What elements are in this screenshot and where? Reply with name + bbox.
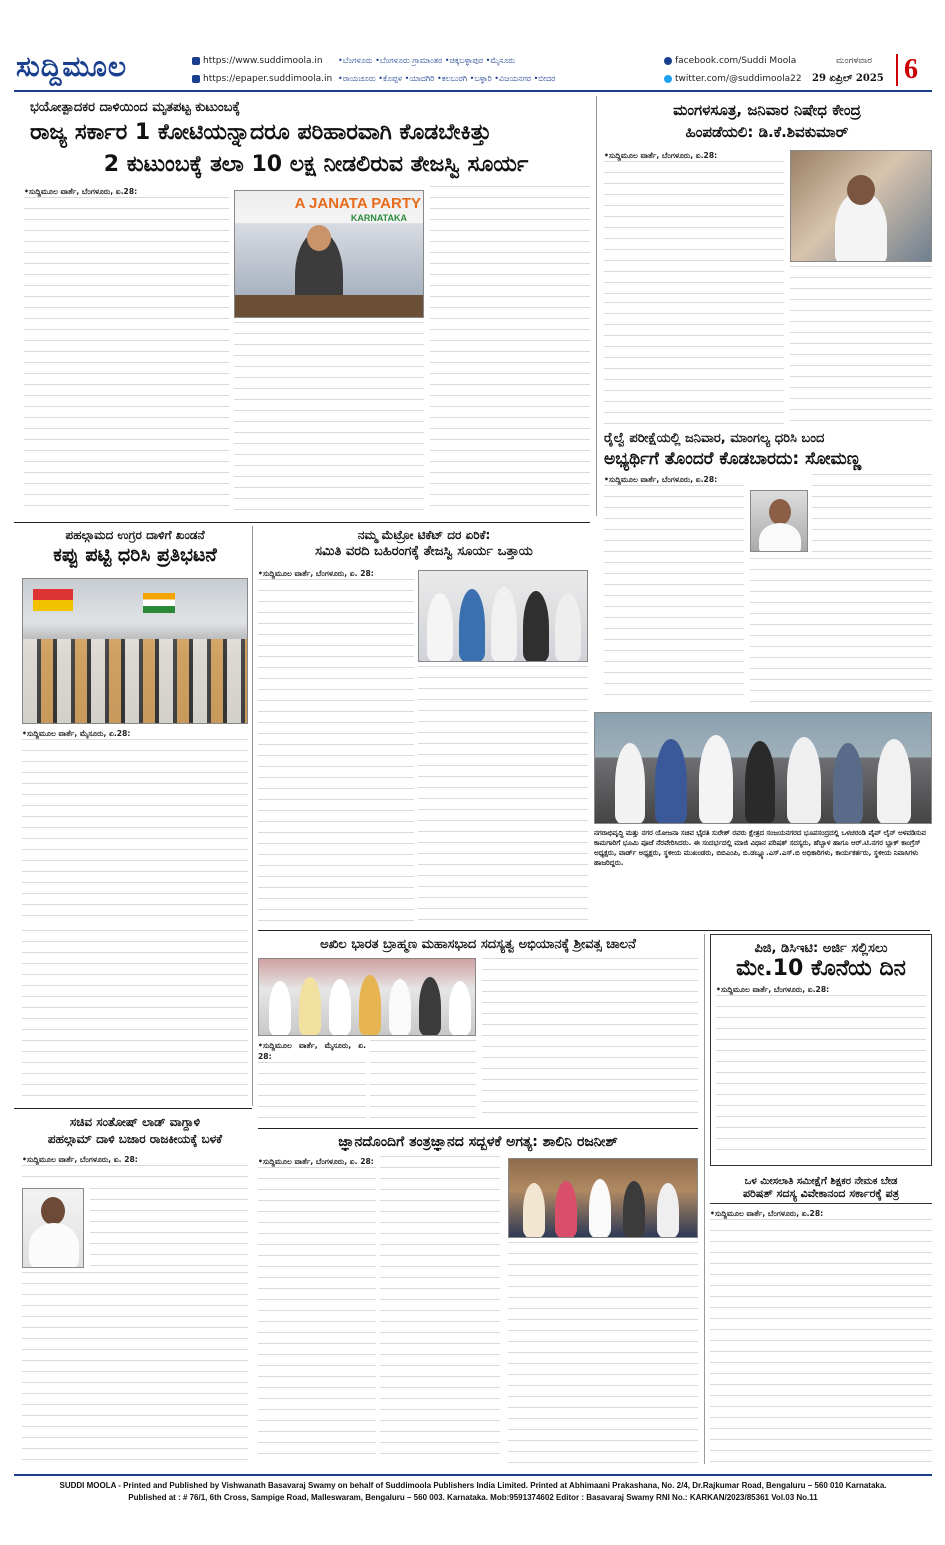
dks-column-1	[604, 150, 784, 300]
text-lines	[258, 579, 414, 923]
brahmana-headline: ಅಖಿಲ ಭಾರತ ಬ್ರಾಹ್ಮಣ ಮಹಾಸಭಾದ ಸದಸ್ಯತ್ವ ಅಭಿಯಾನಕ್ಕೆ ಶ್ರೀವತ್ಸ ಚಾಲನೆ	[320, 937, 636, 952]
teachers-kicker: ಒಳ ಮೀಸಲಾತಿ ಸಮೀಕ್ಷೆಗೆ ಶಿಕ್ಷಕರ ನೇಮಕ ಬೇಡ	[744, 1176, 898, 1187]
flag	[33, 589, 73, 611]
shalini-headline: ಜ್ಞಾನದೊಂದಿಗೆ ತಂತ್ರಜ್ಞಾನದ ಸದ್ಬಳಕೆ ಅಗತ್ಯ: ಶಾಲಿನಿ ರಜನೀಶ್	[338, 1134, 618, 1150]
person-head	[847, 175, 875, 205]
column-divider	[596, 96, 597, 516]
person-figure	[615, 743, 645, 824]
event-photo	[594, 712, 932, 824]
section-divider	[258, 930, 930, 931]
pgcet-subheadline: ಮೇ.10 ಕೊನೆಯ ದಿನ	[736, 956, 906, 981]
pahalgam-kicker: ಪಹಲ್ಗಾಮದ ಉಗ್ರರ ದಾಳಿಗೆ ಖಂಡನೆ	[65, 528, 205, 542]
somanna-column-1	[604, 474, 744, 704]
person-figure	[787, 737, 821, 824]
portrait-head	[769, 499, 791, 525]
person-figure	[419, 977, 441, 1036]
teachers-column	[710, 1208, 932, 1466]
protest-crowd	[23, 639, 248, 724]
pgcet-byline: •ಸುದ್ದಿಮೂಲ ವಾರ್ತೆ, ಬೆಂಗಳೂರು, ಏ.28:	[716, 985, 830, 994]
somanna-subheadline: ಅಭ್ಯರ್ಥಿಗೆ ತೊಂದರೆ ಕೊಡಬಾರದು: ಸೋಮಣ್ಣ	[604, 449, 862, 469]
santosh-byline: •ಸುದ್ದಿಮೂಲ ವಾರ್ತೆ, ಬೆಂಗಳೂರು, ಏ. 28:	[22, 1155, 138, 1164]
lead-photo	[234, 190, 424, 318]
person-figure	[523, 591, 549, 662]
person-figure	[427, 593, 453, 662]
party-banner-subtext: KARNATAKA	[350, 213, 407, 223]
pgcet-headline: ಪಿಜಿ, ಡಿಸಿಇಟಿ: ಅರ್ಜಿ ಸಲ್ಲಿಸಲು	[754, 941, 888, 956]
person-figure	[389, 979, 411, 1036]
lead-column-3	[430, 186, 590, 516]
person-figure	[657, 1183, 679, 1238]
person-figure	[555, 593, 581, 662]
person-figure	[359, 975, 381, 1036]
shalini-column-3	[508, 1242, 698, 1464]
text-lines	[604, 161, 784, 299]
metro-header	[258, 528, 590, 560]
pahalgam-column-b	[22, 930, 248, 1102]
column-divider	[252, 526, 253, 1106]
column-divider	[704, 934, 705, 1464]
person-figure	[299, 977, 321, 1036]
pahalgam-column	[22, 728, 248, 924]
shalini-column-2	[380, 1156, 500, 1464]
text-lines	[710, 1219, 932, 1465]
person-figure	[623, 1181, 645, 1238]
person-figure	[833, 743, 863, 824]
teachers-byline: •ಸುದ್ದಿಮೂಲ ವಾರ್ತೆ, ಬೆಂಗಳೂರು, ಏ.28:	[710, 1209, 824, 1218]
globe-icon	[192, 57, 200, 65]
website-link[interactable]: https://www.suddimoola.in	[192, 56, 323, 66]
facebook-link[interactable]: facebook.com/Suddi Moola	[664, 56, 796, 66]
flag	[143, 593, 175, 613]
portrait-body	[759, 523, 801, 552]
metro-column-2	[418, 666, 588, 924]
lead-subheadline: 2 ಕುಟುಂಬಕ್ಕೆ ತಲಾ 10 ಲಕ್ಷ ನೀಡಲಿರುವ ತೇಜಸ್ವಿ ಸೂರ್ಯ	[103, 152, 529, 177]
dks-byline: •ಸುದ್ದಿಮೂಲ ವಾರ್ತೆ, ಬೆಂಗಳೂರು, ಏ.28:	[604, 151, 718, 160]
somanna-column-2	[750, 558, 932, 704]
person-figure	[523, 1183, 545, 1238]
masthead	[14, 48, 932, 92]
text-lines	[716, 995, 926, 1159]
brahmana-photo	[258, 958, 476, 1036]
edition-cities-row1: •ಬೆಂಗಳೂರು •ಬೆಂಗಳೂರು ಗ್ರಾಮಾಂತರ •ಚಿಕ್ಕಬಳ್ಳಾಪುರ •ಮೈಸೂರು	[338, 56, 516, 65]
shalini-byline: •ಸುದ್ದಿಮೂಲ ವಾರ್ತೆ, ಬೆಂಗಳೂರು, ಏ. 28:	[258, 1157, 374, 1166]
somanna-column-2a	[812, 474, 932, 554]
santosh-headline: ಪಹಲ್ಗಾಮ್ ದಾಳಿ ಬಜಾರ ರಾಜಕೀಯಕ್ಕೆ ಬಳಕೆ	[47, 1132, 223, 1146]
lead-headline: ರಾಜ್ಯ ಸರ್ಕಾರ 1 ಕೋಟಿಯನ್ನಾದರೂ ಪರಿಹಾರವಾಗಿ ಕೊಡಬೇಕಿತ್ತು	[30, 120, 492, 145]
section-divider	[14, 1108, 252, 1109]
person-figure	[491, 587, 517, 662]
edition-cities-row2: •ರಾಯಚೂರು •ಕೊಪ್ಪಳ •ಯಾದಗಿರಿ •ಕಲಬುರಗಿ •ಬಳ್ಳಾರಿ •ವಿಜಯನಗರ •ಬೀದರ	[338, 74, 556, 83]
santosh-intro	[22, 1154, 248, 1184]
pahalgam-header	[22, 528, 248, 567]
imprint-line-1: SUDDI MOOLA - Printed and Published by Vishwanath Basavaraj Swamy on behalf of Suddimoola Publishers India Limited. Printed at Abhimaani Prakashana, No. 2/4, Dr.Rajkumar Road, Bengaluru – 560 010 Karnataka.	[59, 1481, 887, 1490]
party-banner-text: A JANATA PARTY	[294, 195, 421, 212]
text-lines	[258, 1167, 376, 1463]
text-lines	[604, 485, 744, 703]
dks-photo	[790, 150, 932, 262]
portrait-body	[29, 1223, 79, 1268]
teachers-header	[710, 1176, 932, 1204]
person-figure	[745, 741, 775, 824]
text-lines	[24, 197, 229, 515]
metro-headline: ಸಮಿತಿ ವರದಿ ಬಹಿರಂಗಕ್ಕೆ ತೇಜಸ್ವಿ ಸೂರ್ಯ ಒತ್ತಾಯ	[315, 544, 533, 559]
pgcet-column	[716, 984, 926, 1160]
lead-kicker: ಭಯೋತ್ಪಾದಕರ ದಾಳಿಯಿಂದ ಮೃತಪಟ್ಟ ಕುಟುಂಬಕ್ಕೆ	[30, 100, 241, 115]
santosh-column-a	[90, 1188, 248, 1268]
section-divider	[258, 1128, 698, 1129]
pahalgam-byline: •ಸುದ್ದಿಮೂಲ ವಾರ್ತೆ, ಮೈಸೂರು, ಏ.28:	[22, 729, 131, 738]
santosh-portrait	[22, 1188, 84, 1268]
metro-photo	[418, 570, 588, 662]
newspaper-logo: ಸುದ್ದಿಮೂಲ	[16, 50, 128, 83]
brahmana-byline: •ಸುದ್ದಿಮೂಲ ವಾರ್ತೆ, ಮೈಸೂರು, ಏ. 28:	[258, 1041, 366, 1061]
shalini-column-1	[258, 1156, 376, 1464]
person-figure	[655, 739, 687, 824]
event-photo-caption: ನಗರಾಭಿವೃದ್ಧಿ ಮತ್ತು ನಗರ ಯೋಜನಾ ಸಚಿವ ಭೈರತಿ ಸುರೇಶ್ ರವರು ಕ್ಷೇತ್ರದ ಸಂಜಯನಗರದ ಭೂಪಸಂದ್ರದಲ್ಲಿ ಒಳಚರಂಡಿ ಪೈಪ್ ಲೈನ್ ಅಳವಡಿಸುವ ಕಾಮಗಾರಿಗೆ ಭೂಮಿ ಪೂಜೆ ನೆರವೇರಿಸಿದರು. ಈ ಸಂದರ್ಭದಲ್ಲಿ ಮಾಜಿ ವಿಧಾನ ಪರಿಷತ್ ಸದಸ್ಯರು, ಹೆಬ್ಬಾಳ ಹಾಗೂ ಆರ್.ಟಿ.ನಗರ ಬ್ಲಾಕ್ ಕಾಂಗ್ರೆಸ್ ಅಧ್ಯಕ್ಷರು, ವಾರ್ಡ್ ಅಧ್ಯಕ್ಷರು, ಸ್ಥಳೀಯ ಮುಖಂಡರು, ಬಿಬಿಎಂಪಿ, ಬಿ.ಡಬ್ಲ್ಯೂ.ಎಸ್.ಎಸ್.ಬಿ ಅಧಿಕಾರಿಗಳು, ಕಾರ್ಯಕರ್ತರು, ಸ್ಥಳೀಯ ನಿವಾಸಿಗಳು ಹಾಜರಿದ್ದರು.	[594, 829, 926, 867]
speaker-head	[307, 225, 331, 251]
pahalgam-headline: ಕಪ್ಪು ಪಟ್ಟಿ ಧರಿಸಿ ಪ್ರತಿಭಟನೆ	[53, 544, 217, 566]
somanna-byline: •ಸುದ್ದಿಮೂಲ ವಾರ್ತೆ, ಬೆಂಗಳೂರು, ಏ.28:	[604, 475, 718, 484]
metro-kicker: ನಮ್ಮ ಮೆಟ್ರೋ ಟಿಕೆಟ್ ದರ ಏರಿಕೆ:	[357, 528, 491, 542]
podium	[235, 295, 424, 318]
epaper-link[interactable]: https://epaper.suddimoola.in	[192, 74, 332, 84]
text-lines	[258, 1062, 366, 1120]
dks-column-2	[790, 266, 932, 424]
twitter-icon	[664, 75, 672, 83]
person-figure	[329, 979, 351, 1036]
person-figure	[699, 735, 733, 824]
metro-byline: •ಸುದ್ದಿಮೂಲ ವಾರ್ತೆ, ಬೆಂಗಳೂರು, ಏ. 28:	[258, 569, 374, 578]
person-figure	[449, 981, 471, 1036]
portrait-head	[41, 1197, 65, 1225]
lead-column-1	[24, 186, 229, 516]
globe-icon	[192, 75, 200, 83]
person-figure	[555, 1181, 577, 1238]
person-figure	[877, 739, 911, 824]
weekday: ಮಂಗಳವಾರ	[836, 56, 873, 66]
protest-photo	[22, 578, 248, 724]
imprint-line-2: Published at : # 76/1, 6th Cross, Sampige Road, Malleswaram, Bengaluru – 560 003. Karnataka. Mob:9591374602 Editor : Basavaraj Swamy RNI No.: KARKAN/2023/85361 Vol.03 No.11	[128, 1493, 818, 1502]
twitter-link[interactable]: twitter.com/@suddimoola22	[664, 74, 802, 84]
santosh-kicker: ಸಚಿವ ಸಂತೋಷ್ ಲಾಡ್ ವಾಗ್ದಾಳಿ	[69, 1115, 201, 1129]
brahmana-column-3	[482, 958, 698, 1120]
person-figure	[269, 981, 291, 1036]
brahmana-column-1	[258, 1040, 366, 1120]
shalini-photo	[508, 1158, 698, 1238]
text-lines	[22, 1165, 248, 1183]
somanna-headline: ರೈಲ್ವೆ ಪರೀಕ್ಷೆಯಲ್ಲಿ ಜನಿವಾರ, ಮಾಂಗಲ್ಯ ಧರಿಸಿ ಬಂದ	[604, 431, 825, 446]
page-number: 6	[896, 54, 918, 86]
lead-byline: •ಸುದ್ದಿಮೂಲ ವಾರ್ತೆ, ಬೆಂಗಳೂರು, ಏ.28:	[24, 187, 138, 196]
brahmana-column-2	[370, 1040, 476, 1120]
santosh-column-b	[22, 1272, 248, 1464]
imprint-footer	[14, 1474, 932, 1504]
dks-column-1b	[604, 302, 784, 424]
santosh-header	[22, 1114, 248, 1148]
somanna-portrait	[750, 490, 808, 552]
section-divider	[14, 522, 590, 523]
text-lines	[22, 739, 248, 923]
teachers-headline: ಪರಿಷತ್ ಸದಸ್ಯ ವಿವೇಕಾನಂದ ಸರ್ಕಾರಕ್ಕೆ ಪತ್ರ	[710, 1187, 932, 1204]
facebook-icon	[664, 57, 672, 65]
issue-date: 29 ಏಪ್ರಿಲ್ 2025	[812, 73, 884, 84]
metro-column-1	[258, 568, 414, 924]
person-figure	[459, 589, 485, 662]
lead-column-2	[234, 322, 424, 516]
dks-headline: ಮಂಗಳಸೂತ್ರ, ಜನಿವಾರ ನಿಷೇಧ ಕೇಂದ್ರ	[673, 101, 861, 119]
person-figure	[589, 1179, 611, 1238]
dks-subheadline: ಹಿಂಪಡೆಯಲಿ: ಡಿ.ಕೆ.ಶಿವಕುಮಾರ್	[685, 123, 849, 141]
